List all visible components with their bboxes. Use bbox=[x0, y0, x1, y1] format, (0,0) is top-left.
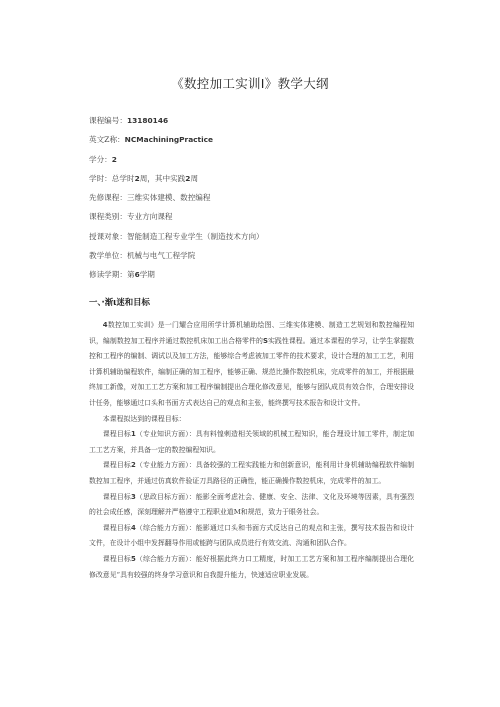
info-hours bbox=[89, 169, 264, 188]
info-label: 课程编号： bbox=[89, 116, 127, 125]
info-label: 英文Z称： bbox=[89, 135, 125, 145]
info-english-name bbox=[89, 130, 264, 149]
goal-text: （综合能力方面）：能好根据此终力口工精度，时加工工艺方案和加工程序编制提出合理化修改意见“具有较强的终身学习意识和自我提升能力，快速适应职业发展。 bbox=[89, 554, 415, 579]
info-label: 修读学期：第 bbox=[89, 270, 135, 280]
goal-head: 课程目标 bbox=[102, 461, 131, 470]
paragraph-text: 实践性课程。通过本课程的学习，让学生掌握数控和工程序的编制、调试以及加工方法，能够综合考虑被加工零件的技术要求，设计合理的加工工艺，利用计算机辅助编程软件，编制正确的加工程序，能够正确、规范比操作数控机床，完成零件的加工，并根据最终加工新像，对加工工艺方案和加工程序编制提出合理化修改意见，能够与团队成员有效合作，合理安排设计任务，能够通过口头和书面方式表达自己的观点和主张，能终撰写技术报告和设计文件。 bbox=[89, 336, 415, 407]
info-label: 教学单位：机械与电气工程学院 bbox=[89, 251, 196, 261]
goal-number: 2 bbox=[130, 461, 136, 470]
info-label: 学分： bbox=[89, 154, 112, 164]
info-text: 周，其中实践 bbox=[139, 173, 186, 183]
goal-head: 课程目标 bbox=[102, 492, 131, 501]
course-goal-2 bbox=[89, 458, 414, 489]
info-value: 2 bbox=[185, 173, 191, 183]
goal-number: 5 bbox=[130, 554, 136, 563]
course-goal-3 bbox=[89, 490, 414, 521]
info-value: NCMachiningPractice bbox=[124, 135, 214, 145]
info-text: 周 bbox=[190, 173, 199, 183]
info-label: 学时：总学时 bbox=[89, 173, 135, 183]
goal-text: （思政目标方面）：能影全面考虑社会、健康、安全、法律、文化及环境等因素，具有强烈的社会成任感，深刻理解并严格遵守工程职业道M和规范，致力于眼务社会。 bbox=[89, 492, 415, 517]
goals-intro: 本课程拟达到的课程目标： bbox=[102, 414, 186, 423]
paragraph-text: 数控加工实训》是一门耀合应用所学计算机辅助绘图、三维实体建模、制造工艺规划和数控编程知识，编制数控加工程序并通过数控机床加工出合格零件的 bbox=[89, 321, 414, 345]
goal-text: （专业能力方面）：具备较强的工程实践能力和创新意识，能利用计身机辅助编程软件编制数控加工程序，并通过仿真软件验证刀具路径的正确性，能正确操作数控机床，完成零件的加工。 bbox=[89, 461, 415, 485]
info-value: 2 bbox=[111, 154, 117, 164]
info-text: 学期 bbox=[139, 270, 155, 280]
info-prerequisites bbox=[89, 188, 264, 207]
course-goal-1 bbox=[89, 427, 414, 458]
info-value: 2 bbox=[134, 173, 140, 183]
course-goal-5 bbox=[89, 552, 414, 583]
goal-number: 4 bbox=[130, 523, 136, 532]
course-goal-4 bbox=[89, 521, 414, 552]
goal-text: （综合能力方面）：能影通过口头和书面方式反达自己的观点和主张，撰写技术报告和设计文件，在设计小组中发挥翻导作用或能跨与团队成员进行有效交流、沟通和团队合作。 bbox=[89, 523, 415, 548]
info-course-code bbox=[89, 111, 264, 130]
info-semester bbox=[89, 265, 264, 284]
info-audience bbox=[89, 227, 264, 246]
goal-number: 1 bbox=[130, 430, 136, 439]
section-body bbox=[89, 318, 414, 583]
intro-paragraph bbox=[89, 318, 414, 412]
info-department bbox=[89, 246, 264, 265]
info-value: 6 bbox=[134, 270, 140, 280]
goal-head: 课程目标 bbox=[102, 554, 131, 563]
goal-head: 课程目标 bbox=[102, 430, 131, 439]
info-value: 13180146 bbox=[126, 116, 169, 125]
info-course-type bbox=[89, 207, 264, 226]
info-label: 授课对象：智能制造工程专业学生（制造技术方向） bbox=[89, 231, 264, 241]
paragraph-lead: 4 bbox=[102, 321, 108, 329]
paragraph-bold: S bbox=[262, 336, 268, 345]
section-heading: 一、·渐ι迷和目标 bbox=[89, 297, 150, 307]
goal-text: （专业知识方面）：具有料惶剌造相关领域的机械工程知识，能合理设计加工零件，制定加工工艺方案，并具备一定的数控编程知识。 bbox=[89, 430, 415, 454]
info-label: 先修课程：三维实体建模、数控编程 bbox=[89, 193, 211, 203]
goal-number: 3 bbox=[130, 492, 136, 501]
course-info bbox=[89, 111, 264, 285]
goal-head: 课程目标 bbox=[102, 523, 131, 532]
info-credits bbox=[89, 150, 264, 169]
document-title: 《数控加工实训Ⅰ》教学大纲 bbox=[171, 76, 329, 91]
info-label: 课程类别：专业方向课程 bbox=[89, 212, 173, 222]
